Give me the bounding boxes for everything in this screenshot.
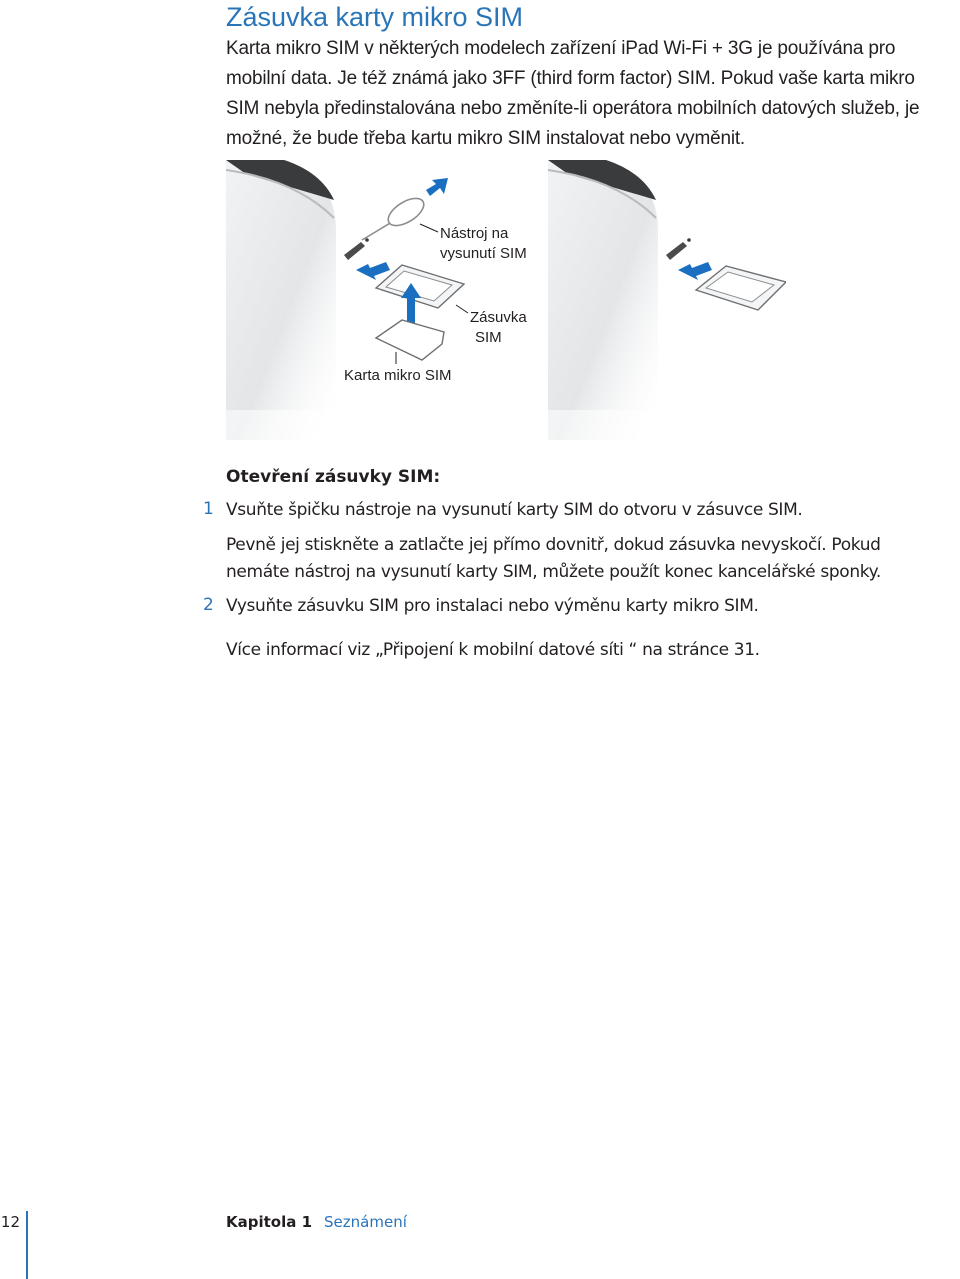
step-line: nemáte nástroj na vysunutí karty SIM, můžete použít konec kancelářské sponky.: [226, 562, 881, 582]
footer-divider: [26, 1211, 28, 1279]
label-line: SIM: [475, 329, 502, 346]
intro-paragraph: [226, 34, 960, 154]
intro-line: Karta mikro SIM v některých modelech zařízení iPad Wi-Fi + 3G je používána pro: [226, 38, 896, 59]
micro-sim-card: [376, 320, 444, 360]
intro-line: možné, že bude třeba kartu mikro SIM instalovat nebo vyměnit.: [226, 128, 745, 149]
step-text: [226, 497, 946, 524]
chapter-footer: [226, 1213, 407, 1231]
push-arrow-icon: [356, 262, 390, 280]
more-info-text: Více informací viz „Připojení k mobilní datové síti “ na stránce 31.: [226, 640, 760, 660]
label-eject-tool: [440, 224, 527, 264]
step-text: [226, 532, 946, 586]
intro-line: SIM nebyla předinstalována nebo změníte-li operátora mobilních datových služeb, je: [226, 98, 920, 119]
sim-tray-ejected: [696, 266, 786, 310]
section-heading: Zásuvka karty mikro SIM: [226, 2, 524, 32]
intro-line: mobilní data. Je též známá jako 3FF (third form factor) SIM. Pokud vaše karta mikro: [226, 68, 915, 89]
push-arrow-icon: [678, 262, 712, 280]
label-sim-tray: [470, 308, 527, 348]
step-number: 1: [203, 499, 214, 519]
label-micro-sim: Karta mikro SIM: [344, 367, 452, 384]
chapter-name: Seznámení: [324, 1213, 407, 1231]
step-text: [226, 593, 946, 620]
push-arrow-icon: [426, 178, 448, 196]
ipad-corner-right: [548, 160, 691, 440]
step-line: Pevně jej stiskněte a zatlačte jej přímo dovnitř, dokud zásuvka nevyskočí. Pokud: [226, 535, 881, 555]
step-number: 2: [203, 595, 214, 615]
chapter-label: Kapitola 1: [226, 1213, 313, 1231]
step-line: Vsuňte špičku nástroje na vysunutí karty SIM do otvoru v zásuvce SIM.: [226, 500, 803, 520]
sim-tray: [376, 265, 464, 308]
label-line: Zásuvka: [470, 309, 527, 326]
step-line: Vysuňte zásuvku SIM pro instalaci nebo výměnu karty mikro SIM.: [226, 596, 759, 616]
steps-title: Otevření zásuvky SIM:: [226, 467, 441, 487]
sim-illustration: [226, 160, 786, 440]
label-line: Nástroj na: [440, 225, 509, 242]
page-number: 12: [0, 1213, 20, 1231]
eject-tool: [362, 193, 428, 240]
label-line: vysunutí SIM: [440, 245, 527, 262]
sim-diagram: [226, 160, 786, 440]
